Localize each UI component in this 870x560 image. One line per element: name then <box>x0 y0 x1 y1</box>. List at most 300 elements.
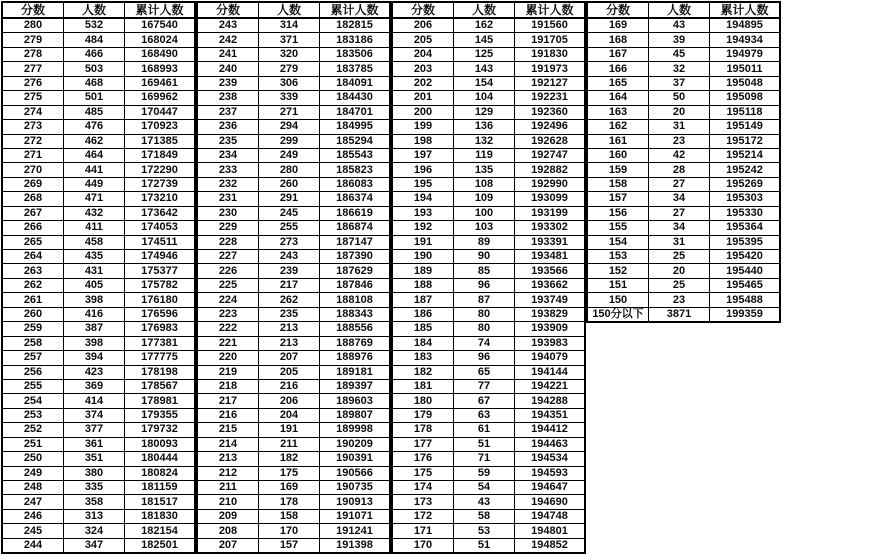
cumulative-cell: 187147 <box>320 235 391 249</box>
cumulative-cell: 190735 <box>320 481 391 495</box>
table-row <box>392 264 585 278</box>
cumulative-cell: 172739 <box>125 177 196 191</box>
table-row <box>197 264 390 278</box>
score-cell: 279 <box>2 33 64 47</box>
score-cell: 233 <box>197 163 259 177</box>
score-cell: 182 <box>392 365 454 379</box>
table-row <box>197 235 390 249</box>
score-cell: 150 <box>587 293 649 307</box>
score-cell: 206 <box>392 18 454 33</box>
cumulative-cell: 175782 <box>125 278 196 292</box>
cumulative-cell: 185294 <box>320 134 391 148</box>
count-cell: 213 <box>259 322 320 336</box>
count-cell: 77 <box>454 379 515 393</box>
table-row <box>392 466 585 480</box>
cumulative-cell: 194144 <box>515 365 586 379</box>
table-row <box>587 206 780 220</box>
cumulative-cell: 183506 <box>320 47 391 61</box>
table-row <box>587 278 780 292</box>
score-cell: 227 <box>197 250 259 264</box>
table-row <box>2 408 195 422</box>
score-cell: 204 <box>392 47 454 61</box>
table-row <box>392 293 585 307</box>
table-row <box>392 105 585 119</box>
count-cell: 89 <box>454 235 515 249</box>
table-row <box>392 250 585 264</box>
count-column-header: 人数 <box>64 2 125 18</box>
table-row <box>197 524 390 538</box>
cumulative-cell: 184091 <box>320 76 391 90</box>
count-cell: 464 <box>64 148 125 162</box>
count-cell: 100 <box>454 206 515 220</box>
table-row <box>392 481 585 495</box>
cumulative-cell: 194748 <box>515 509 586 523</box>
cumulative-cell: 175377 <box>125 264 196 278</box>
cumulative-cell: 168993 <box>125 62 196 76</box>
score-cell: 161 <box>587 134 649 148</box>
cumulative-cell: 186619 <box>320 206 391 220</box>
score-cell: 268 <box>2 192 64 206</box>
cumulative-cell: 179355 <box>125 408 196 422</box>
table-row <box>392 495 585 509</box>
cumulative-cell: 194647 <box>515 481 586 495</box>
table-row <box>197 466 390 480</box>
score-cell: 190 <box>392 250 454 264</box>
score-cell: 213 <box>197 452 259 466</box>
table-row <box>587 293 780 307</box>
cumulative-cell: 186874 <box>320 221 391 235</box>
score-cell: 256 <box>2 365 64 379</box>
count-cell: 43 <box>649 18 710 33</box>
count-cell: 71 <box>454 452 515 466</box>
table-row <box>2 18 195 33</box>
count-column-header: 人数 <box>454 2 515 18</box>
table-row <box>392 134 585 148</box>
cumulative-cell: 190391 <box>320 452 391 466</box>
count-cell: 34 <box>649 221 710 235</box>
count-cell: 294 <box>259 120 320 134</box>
score-cell: 242 <box>197 33 259 47</box>
cumulative-cell: 195330 <box>710 206 781 220</box>
count-cell: 125 <box>454 47 515 61</box>
score-cell: 229 <box>197 221 259 235</box>
score-cell: 196 <box>392 163 454 177</box>
table-row <box>2 466 195 480</box>
cumulative-cell: 189998 <box>320 423 391 437</box>
count-cell: 255 <box>259 221 320 235</box>
table-row <box>2 423 195 437</box>
cumulative-cell: 195488 <box>710 293 781 307</box>
cumulative-cell: 189807 <box>320 408 391 422</box>
table-row <box>392 408 585 422</box>
score-cell: 232 <box>197 177 259 191</box>
cumulative-cell: 169461 <box>125 76 196 90</box>
score-cell: 245 <box>2 524 64 538</box>
score-cell: 264 <box>2 250 64 264</box>
table-row <box>2 394 195 408</box>
cumulative-cell: 194412 <box>515 423 586 437</box>
count-cell: 262 <box>259 293 320 307</box>
count-cell: 59 <box>454 466 515 480</box>
cumulative-cell: 191705 <box>515 33 586 47</box>
cumulative-cell: 167540 <box>125 18 196 33</box>
cumulative-cell: 174946 <box>125 250 196 264</box>
cumulative-cell: 192628 <box>515 134 586 148</box>
table-row <box>2 365 195 379</box>
score-cell: 203 <box>392 62 454 76</box>
cumulative-cell: 194690 <box>515 495 586 509</box>
count-cell: 157 <box>259 538 320 553</box>
table-row <box>392 524 585 538</box>
cumulative-cell: 182154 <box>125 524 196 538</box>
table-row <box>197 163 390 177</box>
table-row <box>392 148 585 162</box>
count-cell: 175 <box>259 466 320 480</box>
score-cell: 226 <box>197 264 259 278</box>
count-cell: 154 <box>454 76 515 90</box>
table-row <box>392 192 585 206</box>
count-cell: 377 <box>64 423 125 437</box>
score-cell: 173 <box>392 495 454 509</box>
score-cell: 201 <box>392 91 454 105</box>
table-row <box>587 177 780 191</box>
count-cell: 216 <box>259 379 320 393</box>
count-cell: 335 <box>64 481 125 495</box>
count-cell: 243 <box>259 250 320 264</box>
cumulative-cell: 189181 <box>320 365 391 379</box>
cumulative-cell: 193566 <box>515 264 586 278</box>
score-cell: 177 <box>392 437 454 451</box>
cumulative-cell: 176596 <box>125 307 196 321</box>
count-cell: 204 <box>259 408 320 422</box>
count-cell: 423 <box>64 365 125 379</box>
count-column-header: 人数 <box>649 2 710 18</box>
header-row <box>197 2 390 18</box>
table-row <box>2 177 195 191</box>
score-column-header: 分数 <box>392 2 454 18</box>
count-cell: 67 <box>454 394 515 408</box>
count-cell: 347 <box>64 538 125 553</box>
cumulative-cell: 191241 <box>320 524 391 538</box>
column-group-4 <box>586 1 781 323</box>
table-row <box>392 322 585 336</box>
cumulative-cell: 193983 <box>515 336 586 350</box>
table-row <box>2 62 195 76</box>
table-row <box>392 33 585 47</box>
cumulative-cell: 187629 <box>320 264 391 278</box>
score-cell: 199 <box>392 120 454 134</box>
header-row <box>2 2 195 18</box>
score-cell: 156 <box>587 206 649 220</box>
score-cell: 251 <box>2 437 64 451</box>
score-cell: 224 <box>197 293 259 307</box>
cumulative-cell: 194288 <box>515 394 586 408</box>
cumulative-cell: 194534 <box>515 452 586 466</box>
table-row <box>2 163 195 177</box>
count-cell: 324 <box>64 524 125 538</box>
count-cell: 484 <box>64 33 125 47</box>
score-cell: 167 <box>587 47 649 61</box>
count-cell: 80 <box>454 322 515 336</box>
score-cell: 240 <box>197 62 259 76</box>
count-cell: 416 <box>64 307 125 321</box>
count-cell: 291 <box>259 192 320 206</box>
score-cell: 153 <box>587 250 649 264</box>
table-row <box>2 120 195 134</box>
count-cell: 58 <box>454 509 515 523</box>
cumulative-cell: 184430 <box>320 91 391 105</box>
score-cell: 154 <box>587 235 649 249</box>
table-row <box>197 148 390 162</box>
count-cell: 63 <box>454 408 515 422</box>
score-cell: 243 <box>197 18 259 33</box>
score-cell: 235 <box>197 134 259 148</box>
cumulative-cell: 193481 <box>515 250 586 264</box>
cumulative-cell: 182501 <box>125 538 196 553</box>
count-cell: 271 <box>259 105 320 119</box>
count-cell: 239 <box>259 264 320 278</box>
count-cell: 314 <box>259 18 320 33</box>
count-cell: 411 <box>64 221 125 235</box>
cumulative-cell: 170447 <box>125 105 196 119</box>
count-cell: 462 <box>64 134 125 148</box>
table-row <box>392 351 585 365</box>
score-cell: 151 <box>587 278 649 292</box>
score-cell: 222 <box>197 322 259 336</box>
score-cell: 239 <box>197 76 259 90</box>
score-cell: 180 <box>392 394 454 408</box>
count-cell: 466 <box>64 47 125 61</box>
score-cell: 234 <box>197 148 259 162</box>
cumulative-cell: 192882 <box>515 163 586 177</box>
score-cell: 188 <box>392 278 454 292</box>
table-row <box>2 278 195 292</box>
score-cell: 200 <box>392 105 454 119</box>
column-group-1 <box>1 1 196 554</box>
table-row <box>2 538 195 553</box>
table-row <box>392 120 585 134</box>
cumulative-cell: 174511 <box>125 235 196 249</box>
score-cell: 192 <box>392 221 454 235</box>
count-cell: 20 <box>649 105 710 119</box>
count-cell: 273 <box>259 235 320 249</box>
score-cell: 237 <box>197 105 259 119</box>
count-cell: 37 <box>649 76 710 90</box>
header-row <box>392 2 585 18</box>
table-row <box>2 33 195 47</box>
count-cell: 313 <box>64 509 125 523</box>
table-row <box>197 307 390 321</box>
table-row <box>587 163 780 177</box>
count-cell: 34 <box>649 192 710 206</box>
cumulative-cell: 194221 <box>515 379 586 393</box>
cumulative-cell: 171385 <box>125 134 196 148</box>
score-cell: 271 <box>2 148 64 162</box>
count-cell: 458 <box>64 235 125 249</box>
score-cell: 236 <box>197 120 259 134</box>
cumulative-cell: 193391 <box>515 235 586 249</box>
count-cell: 27 <box>649 177 710 191</box>
count-cell: 503 <box>64 62 125 76</box>
cumulative-column-header: 累计人数 <box>515 2 586 18</box>
cumulative-cell: 191973 <box>515 62 586 76</box>
cumulative-cell: 193829 <box>515 307 586 321</box>
score-cell: 261 <box>2 293 64 307</box>
cumulative-cell: 190913 <box>320 495 391 509</box>
count-cell: 3871 <box>649 307 710 322</box>
count-cell: 361 <box>64 437 125 451</box>
cumulative-cell: 178198 <box>125 365 196 379</box>
score-cell: 212 <box>197 466 259 480</box>
score-cell: 214 <box>197 437 259 451</box>
score-cell: 246 <box>2 509 64 523</box>
cumulative-cell: 195214 <box>710 148 781 162</box>
score-column-header: 分数 <box>587 2 649 18</box>
table-row <box>587 264 780 278</box>
score-cell: 150分以下 <box>587 307 649 322</box>
table-row <box>587 47 780 61</box>
header-row <box>587 2 780 18</box>
score-cell: 197 <box>392 148 454 162</box>
cumulative-cell: 187846 <box>320 278 391 292</box>
table-row <box>392 76 585 90</box>
cumulative-cell: 186083 <box>320 177 391 191</box>
cumulative-cell: 178981 <box>125 394 196 408</box>
table-row <box>587 18 780 33</box>
count-cell: 53 <box>454 524 515 538</box>
table-row <box>392 307 585 321</box>
count-cell: 119 <box>454 148 515 162</box>
table-row <box>392 538 585 553</box>
score-cell: 218 <box>197 379 259 393</box>
score-cell: 162 <box>587 120 649 134</box>
cumulative-cell: 191560 <box>515 18 586 33</box>
count-cell: 135 <box>454 163 515 177</box>
cumulative-cell: 186374 <box>320 192 391 206</box>
table-row <box>197 437 390 451</box>
cumulative-cell: 192747 <box>515 148 586 162</box>
cumulative-cell: 173210 <box>125 192 196 206</box>
table-row <box>197 250 390 264</box>
cumulative-cell: 195242 <box>710 163 781 177</box>
count-cell: 90 <box>454 250 515 264</box>
cumulative-cell: 188769 <box>320 336 391 350</box>
cumulative-cell: 184995 <box>320 120 391 134</box>
table-row <box>392 221 585 235</box>
table-row <box>587 250 780 264</box>
score-cell: 158 <box>587 177 649 191</box>
count-cell: 371 <box>259 33 320 47</box>
cumulative-cell: 192990 <box>515 177 586 191</box>
count-cell: 31 <box>649 120 710 134</box>
table-row <box>2 206 195 220</box>
cumulative-cell: 195172 <box>710 134 781 148</box>
cumulative-cell: 187390 <box>320 250 391 264</box>
score-cell: 267 <box>2 206 64 220</box>
count-cell: 405 <box>64 278 125 292</box>
count-cell: 435 <box>64 250 125 264</box>
cumulative-cell: 190566 <box>320 466 391 480</box>
cumulative-cell: 194934 <box>710 33 781 47</box>
score-cell: 183 <box>392 351 454 365</box>
score-cell: 280 <box>2 18 64 33</box>
count-cell: 191 <box>259 423 320 437</box>
cumulative-column-header: 累计人数 <box>125 2 196 18</box>
cumulative-cell: 194895 <box>710 18 781 33</box>
count-cell: 280 <box>259 163 320 177</box>
count-cell: 299 <box>259 134 320 148</box>
table-row <box>392 47 585 61</box>
table-row <box>2 221 195 235</box>
table-row <box>197 293 390 307</box>
score-cell: 250 <box>2 452 64 466</box>
table-row <box>392 206 585 220</box>
score-cell: 217 <box>197 394 259 408</box>
table-row <box>2 481 195 495</box>
count-cell: 32 <box>649 62 710 76</box>
count-cell: 25 <box>649 250 710 264</box>
count-cell: 449 <box>64 177 125 191</box>
count-cell: 182 <box>259 452 320 466</box>
score-cell: 252 <box>2 423 64 437</box>
score-cell: 170 <box>392 538 454 553</box>
cumulative-cell: 193662 <box>515 278 586 292</box>
table-row <box>197 351 390 365</box>
table-row <box>197 18 390 33</box>
score-cell: 194 <box>392 192 454 206</box>
count-cell: 501 <box>64 91 125 105</box>
table-row <box>587 221 780 235</box>
count-cell: 132 <box>454 134 515 148</box>
cumulative-cell: 173642 <box>125 206 196 220</box>
table-row <box>587 105 780 119</box>
table-row <box>2 524 195 538</box>
count-cell: 170 <box>259 524 320 538</box>
score-cell: 202 <box>392 76 454 90</box>
count-cell: 249 <box>259 148 320 162</box>
cumulative-cell: 192496 <box>515 120 586 134</box>
cumulative-cell: 191071 <box>320 509 391 523</box>
count-cell: 45 <box>649 47 710 61</box>
count-cell: 87 <box>454 293 515 307</box>
score-column-header: 分数 <box>197 2 259 18</box>
cumulative-cell: 190209 <box>320 437 391 451</box>
score-distribution-table <box>1 1 781 554</box>
count-cell: 260 <box>259 177 320 191</box>
score-cell: 219 <box>197 365 259 379</box>
score-cell: 159 <box>587 163 649 177</box>
count-cell: 369 <box>64 379 125 393</box>
table-row <box>197 365 390 379</box>
count-cell: 387 <box>64 322 125 336</box>
count-cell: 351 <box>64 452 125 466</box>
table-row <box>197 278 390 292</box>
table-row <box>2 91 195 105</box>
count-cell: 51 <box>454 437 515 451</box>
cumulative-cell: 195465 <box>710 278 781 292</box>
count-cell: 206 <box>259 394 320 408</box>
count-cell: 374 <box>64 408 125 422</box>
score-cell: 165 <box>587 76 649 90</box>
table-row <box>587 120 780 134</box>
score-cell: 166 <box>587 62 649 76</box>
table-row <box>197 192 390 206</box>
count-cell: 245 <box>259 206 320 220</box>
count-cell: 398 <box>64 336 125 350</box>
cumulative-cell: 181517 <box>125 495 196 509</box>
score-cell: 169 <box>587 18 649 33</box>
cumulative-cell: 192231 <box>515 91 586 105</box>
